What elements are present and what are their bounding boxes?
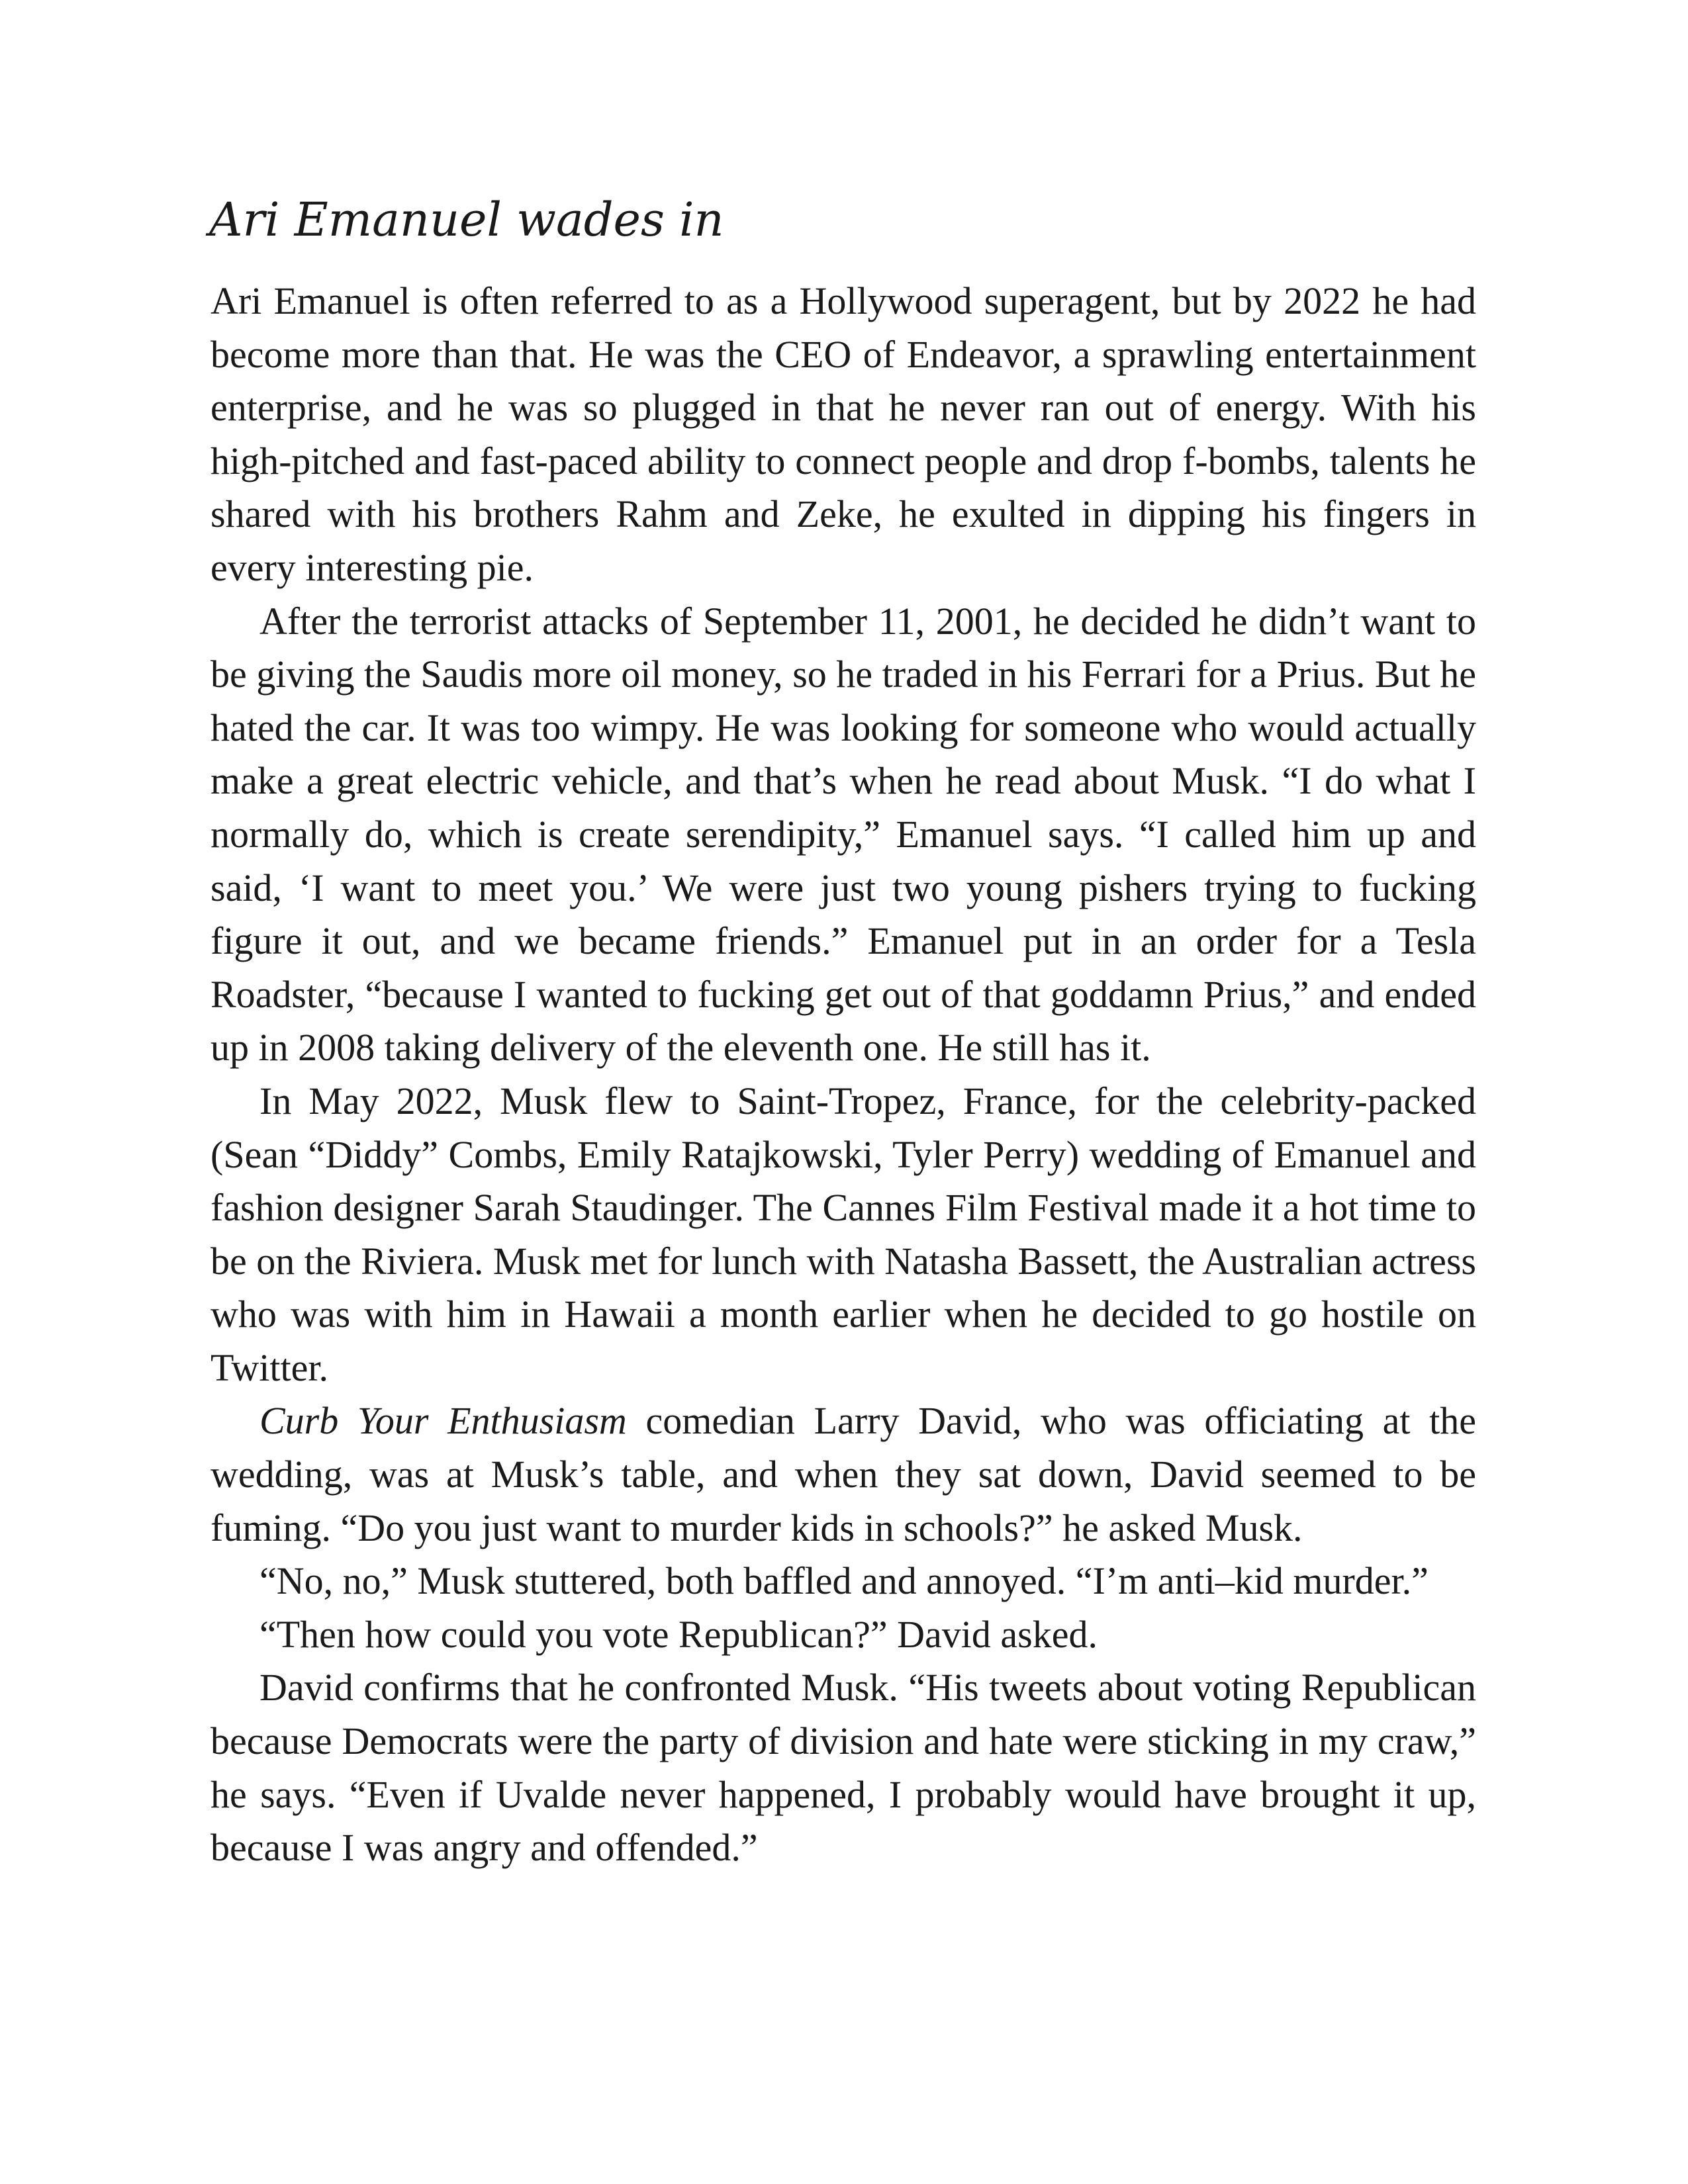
paragraph-6: “Then how could you vote Republican?” David asked. bbox=[259, 1612, 1098, 1656]
paragraph-2: After the terrorist attacks of September 11, 2001, he decided he didn’t want to be giving the Saudis more oil money, so he traded in his Ferrari for a Prius. But he hated the car. It was too wimpy. He was looking for someone who would actually make a great electric vehicle, and that’s when he read about Musk. “I do what I normally do, which is create serendipity,” Emanuel says. “I called him up and said, ‘I want to meet you.’ We were just two young pishers trying to fucking figure it out, and we became friends.” Emanuel put in an order for a Tesla Roadster, “because I wanted to fucking get out of that goddamn Prius,” and ended up in 2008 taking delivery of the eleventh one. He still has it. bbox=[211, 599, 1476, 1069]
paragraph-5: “No, no,” Musk stuttered, both baffled and annoyed. “I’m anti–kid murder.” bbox=[259, 1559, 1429, 1603]
paragraph-3: In May 2022, Musk flew to Saint-Tropez, France, for the celebrity-packed (Sean “Diddy” Combs, Emily Ratajkowski, Tyler Perry) wedding of Emanuel and fashion designer Sarah Staudinger. The Cannes Film Festival made it a hot time to be on the Riviera. Musk met for lunch with Natasha Bassett, the Australian actress who was with him in Hawaii a month earlier when he decided to go hostile on Twitter. bbox=[211, 1079, 1476, 1389]
paragraph-1: Ari Emanuel is often referred to as a Hollywood superagent, but by 2022 he had become more than that. He was the CEO of Endeavor, a sprawling entertainment enterprise, and he was so plugged in that he never ran out of energy. With his high-pitched and fast-paced ability to connect people and drop f-bombs, talents he shared with his brothers Rahm and Zeke, he exulted in dipping his fingers in every interesting pie. bbox=[211, 279, 1476, 589]
body-text bbox=[211, 275, 1476, 1875]
paragraph-7: David confirms that he confronted Musk. “His tweets about voting Republican because Democrats were the party of division and hate were sticking in my craw,” he says. “Even if Uvalde never happened, I probably would have brought it up, because I was angry and offended.” bbox=[211, 1666, 1476, 1870]
paragraph-4-text: comedian Larry David, who was officiating at the wedding, was at Musk’s table, and when they sat down, David seemed to be fuming. “Do you just want to murder kids in schools?” he asked Musk. bbox=[211, 1399, 1476, 1549]
show-title: Curb Your Enthusiasm bbox=[259, 1399, 627, 1443]
paragraph-4 bbox=[211, 1394, 1476, 1555]
section-title: Ari Emanuel wades in bbox=[209, 193, 724, 247]
